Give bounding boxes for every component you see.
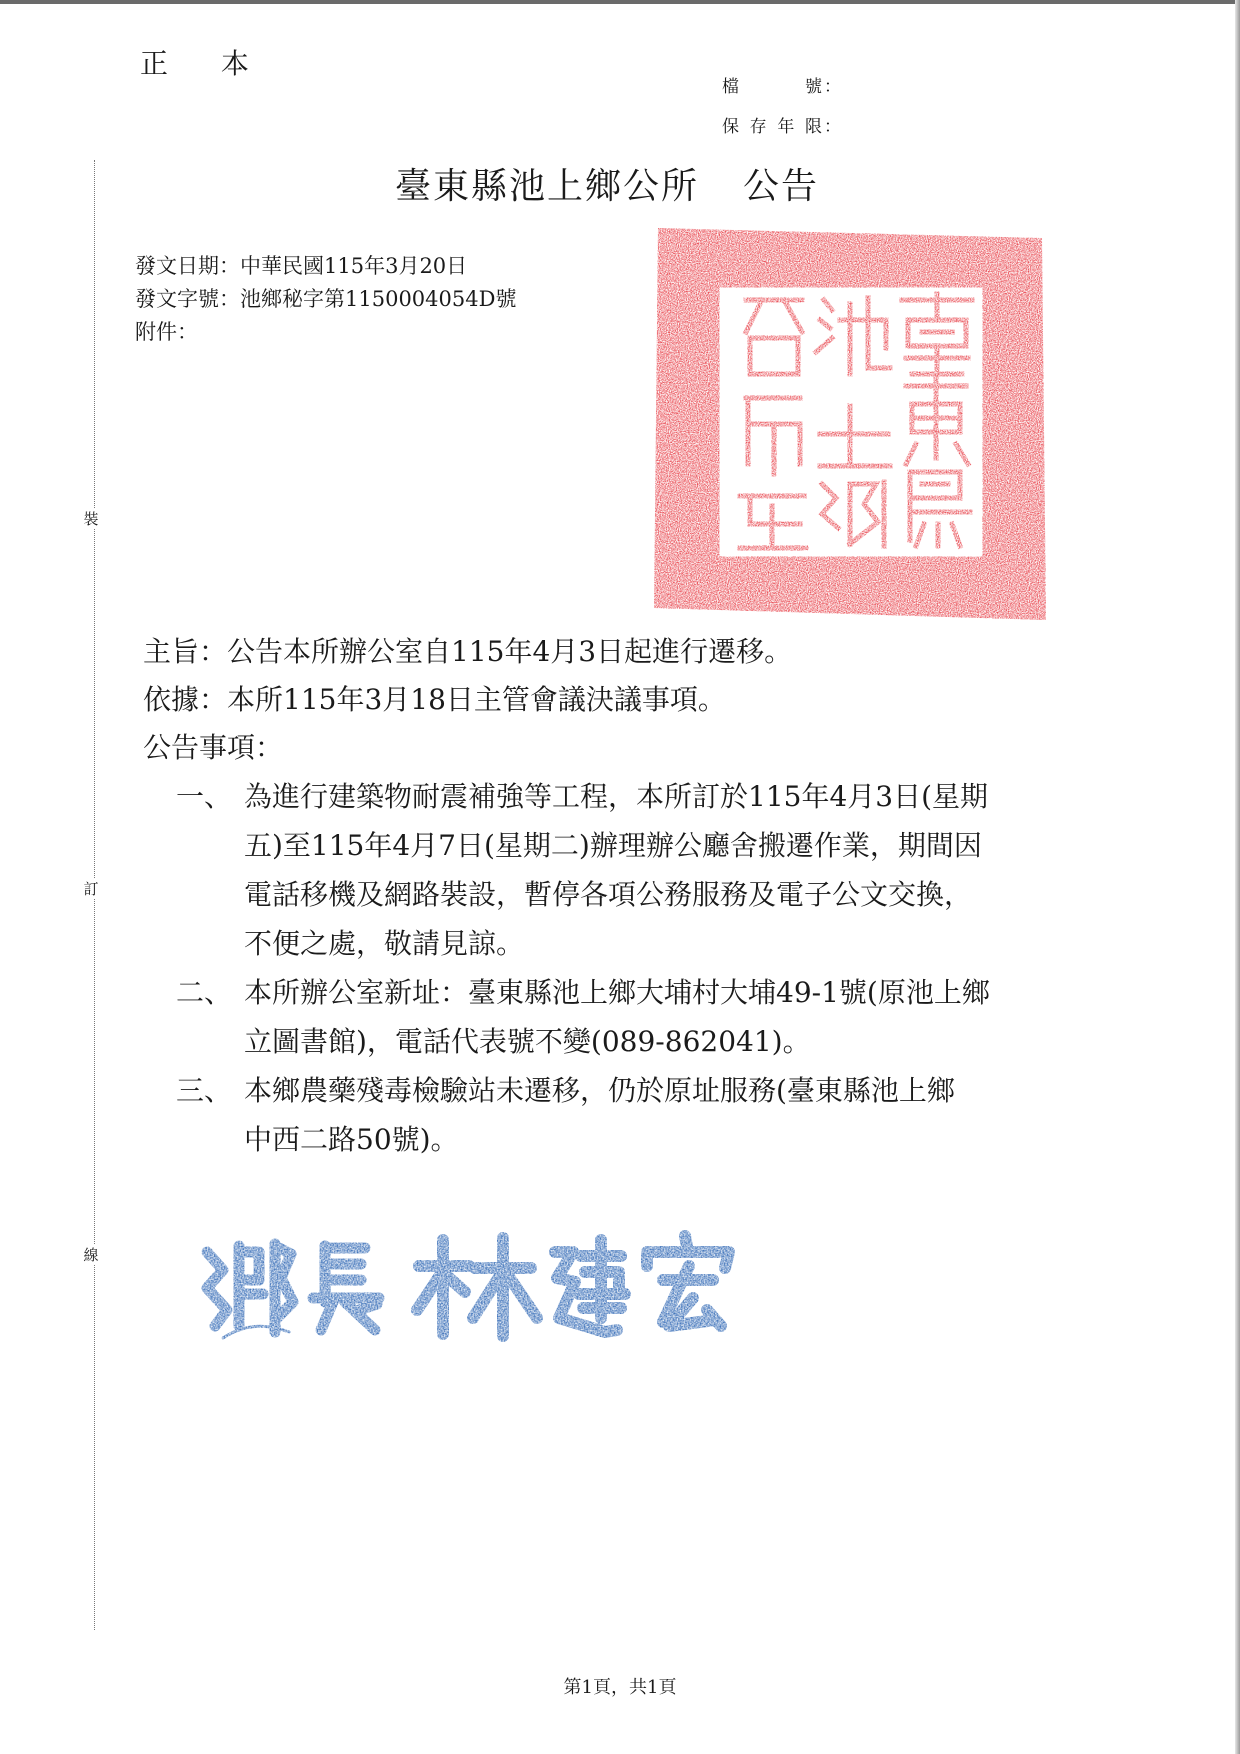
title-doc-type: 公告 bbox=[743, 166, 820, 207]
retention-row: 保存年限 ： bbox=[722, 112, 841, 137]
issue-number-value: 池鄉秘字第1150004054D號 bbox=[240, 287, 517, 311]
items-heading: 公告事項： bbox=[143, 731, 284, 764]
official-seal bbox=[654, 228, 1046, 620]
binding-mark-top: 裝 bbox=[80, 508, 102, 529]
scan-edge-right bbox=[1235, 0, 1240, 1754]
signature-stamp bbox=[193, 1222, 793, 1352]
attachment bbox=[135, 316, 198, 346]
issue-date-label: 發文日期： bbox=[135, 254, 240, 278]
item-1-line-4: 不便之處，敬請見諒。 bbox=[244, 927, 525, 960]
file-number-row: 檔 號 ： bbox=[722, 72, 841, 97]
item-2-line-1: 本所辦公室新址：臺東縣池上鄉大埔村大埔49-1號(原池上鄉 bbox=[244, 976, 990, 1009]
item-2-number: 二、 bbox=[176, 976, 233, 1009]
item-3-line-1: 本鄉農藥殘毒檢驗站未遷移，仍於原址服務(臺東縣池上鄉 bbox=[244, 1074, 955, 1107]
item-3-number: 三、 bbox=[176, 1074, 233, 1107]
binding-mark-bottom: 線 bbox=[80, 1244, 102, 1265]
original-copy-mark: 正 本 bbox=[140, 47, 271, 80]
scan-edge-top bbox=[0, 0, 1240, 4]
issue-date bbox=[135, 250, 467, 280]
page-title bbox=[395, 158, 819, 209]
basis-line: 依據：本所115年3月18日主管會議決議事項。 bbox=[143, 683, 726, 716]
item-1-line-1: 為進行建築物耐震補強等工程，本所訂於115年4月3日(星期 bbox=[244, 780, 988, 813]
item-1-line-3: 電話移機及網路裝設，暫停各項公務服務及電子公文交換， bbox=[244, 878, 973, 911]
retention-label: 保存年限 bbox=[722, 117, 822, 137]
binding-mark-middle: 訂 bbox=[80, 878, 102, 899]
item-1-line-2: 五)至115年4月7日(星期二)辦理辦公廳舍搬遷作業，期間因 bbox=[244, 829, 982, 862]
title-agency: 臺東縣池上鄉公所 bbox=[395, 166, 700, 207]
item-2-line-2: 立圖書館)，電話代表號不變(089-862041)。 bbox=[244, 1025, 811, 1058]
item-1-number: 一、 bbox=[176, 780, 233, 813]
issue-number-label: 發文字號： bbox=[135, 287, 240, 311]
attachment-label: 附件： bbox=[135, 320, 198, 344]
issue-date-value: 中華民國115年3月20日 bbox=[240, 254, 468, 278]
subject-line: 主旨：公告本所辦公室自115年4月3日起進行遷移。 bbox=[143, 635, 793, 668]
file-number-label: 檔 號 bbox=[722, 77, 822, 97]
item-3-line-2: 中西二路50號)。 bbox=[244, 1123, 459, 1156]
page-number: 第1頁，共1頁 bbox=[563, 1677, 677, 1698]
issue-number bbox=[135, 283, 516, 313]
